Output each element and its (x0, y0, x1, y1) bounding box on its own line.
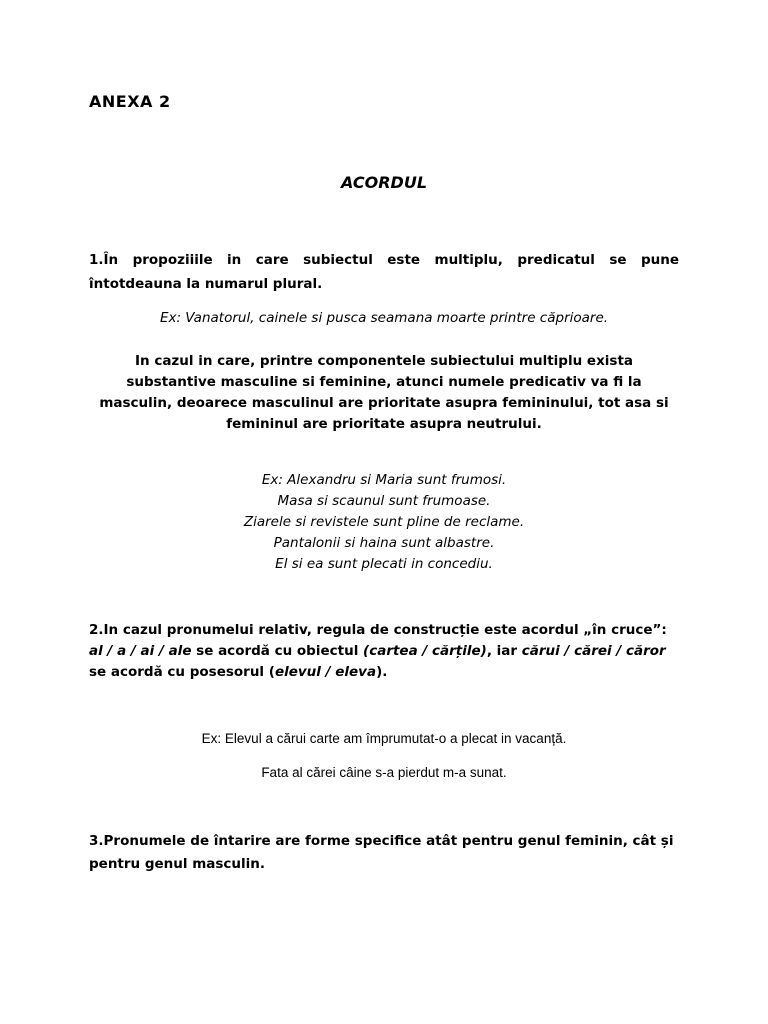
annex-label: ANEXA 2 (89, 92, 171, 111)
rule-2-pronouns: cărui / cărei / căror (521, 643, 666, 659)
rule-3-text: 3.Pronumele de întarire are forme specifice atât pentru genul feminin, cât și pentru genul masculin. (89, 833, 674, 872)
example-line: El si ea sunt plecati in concediu. (275, 556, 493, 572)
rule-2-intro: 2.In cazul pronumelui relativ, regula de construcție este acordul „în cruce”: (89, 622, 667, 638)
example-list (89, 470, 679, 575)
example-line: Ex: Alexandru si Maria sunt frumosi. (261, 472, 507, 488)
rule-2-example-1 (89, 731, 679, 746)
rule-2-owner: elevul / eleva (274, 664, 377, 680)
rule-2-connector: se acordă cu posesorul ( (89, 664, 275, 680)
rule-2-connector: se acordă cu obiectul (191, 643, 364, 659)
example-line: Masa si scaunul sunt frumoase. (277, 493, 491, 509)
example-label: Ex: (201, 731, 222, 746)
rule-2-example-2: Fata al cărei câine s-a pierdut m-a sunat. (261, 765, 507, 780)
rule-2-articles: al / a / ai / ale (89, 643, 192, 659)
page-title: ACORDUL (340, 173, 428, 192)
rule-2-connector: , iar (486, 643, 522, 659)
rule-1-text: 1.În propoziiile in care subiectul este multiplu, predicatul se pune întotdeauna la numarul plural. (89, 252, 679, 292)
example-text: Elevul a cărui carte am împrumutat-o a plecat in vacanță. (221, 731, 567, 746)
rule-2-connector: ). (376, 664, 388, 680)
example-line: Ziarele si revistele sunt pline de reclame. (243, 514, 525, 530)
example-line: Pantalonii si haina sunt albastre. (273, 535, 495, 551)
rule-2-object: (cartea / cărțile) (363, 643, 487, 659)
rule-2-text (89, 620, 679, 683)
rule-1-note: In cazul in care, printre componentele subiectului multiplu exista substantive masculine si feminine, atunci numele predicativ va fi la masculin, deoarece masculinul are prioritate asupra femininului, tot asa si femininul are prioritate asupra neutrului. (99, 353, 669, 432)
rule-1-example: Ex: Vanatorul, cainele si pusca seamana moarte printre căprioare. (159, 310, 609, 326)
